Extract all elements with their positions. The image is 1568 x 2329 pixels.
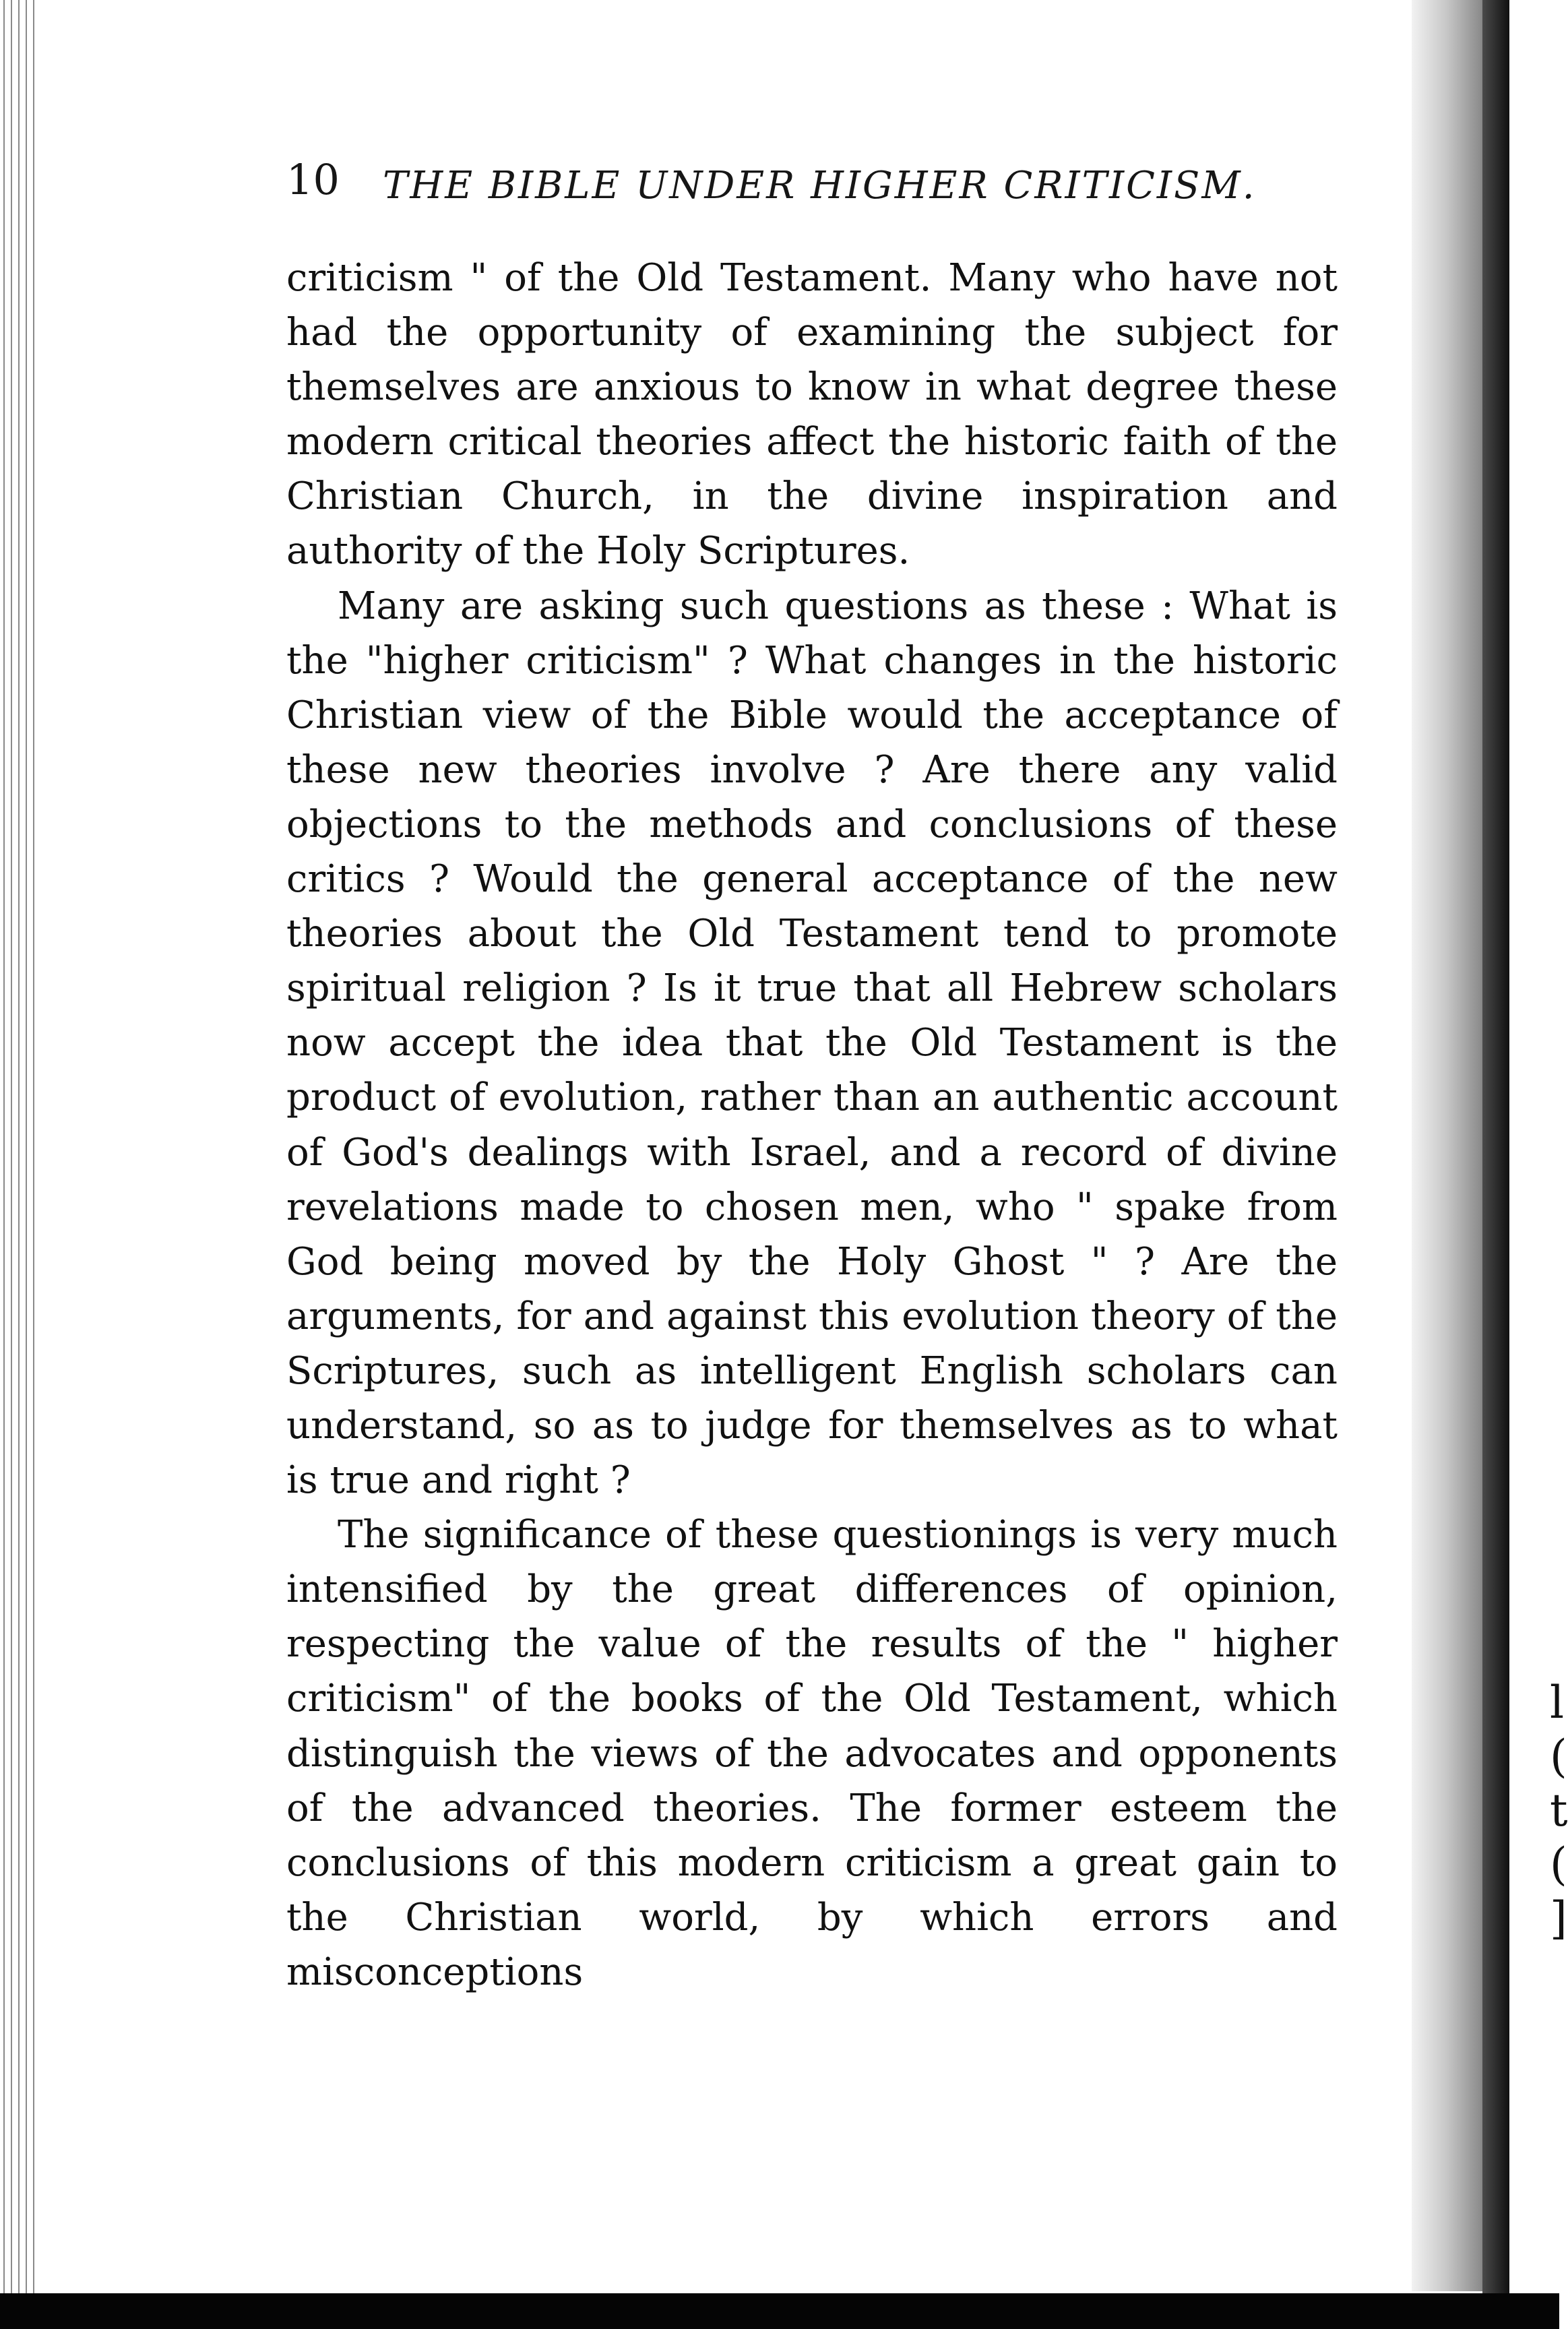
page-number: 10 [286, 155, 340, 204]
next-page-fragment: ] [1550, 1892, 1567, 1944]
paragraph-2: Many are asking such questions as these : What is the "higher criticism" ? What changes in the historic Christian view of the Bible would the acceptance of these new theories involve ? Are there any valid objections to the methods and conclusions of these critics ? Would the general acceptance of the new theories about the Old Testament tend to promote spiritual religion ? Is it true that all Hebrew scholars now accept the idea that the Old Testament is the product of evolution, rather than an authentic account of God's dealings with Israel, and a record of divine revelations made to chosen men, who " spake from God being moved by the Holy Ghost " ? Are the arguments, for and against this evolution theory of the Scriptures, such as intelligent English scholars can understand, so as to judge for themselves as to what is true and right ? [286, 584, 1338, 1503]
paragraph-3: The significance of these questionings is very much intensified by the great differences of opinion, respecting the value of the results of the " higher criticism" of the books of the Old Testament, which distinguish the views of the advocates and opponents of the advanced theories. The former esteem the conclusions of this modern criticism a great gain to the Christian world, by which errors and misconceptions [286, 1513, 1338, 1994]
running-title: THE BIBLE UNDER HIGHER CRITICISM. [383, 164, 1257, 208]
next-page-fragment: t [1550, 1784, 1568, 1836]
next-page-edge [1509, 0, 1568, 2329]
next-page-fragment: l [1550, 1677, 1565, 1729]
page-header [286, 152, 1338, 212]
paragraph-1: criticism " of the Old Testament. Many who have not had the opportunity of examining the subject for themselves are anxious to know in what degree these modern critical theories affect the historic faith of the Christian Church, in the divine inspiration and authority of the Holy Scriptures. [286, 256, 1338, 573]
binding-shadow [1482, 0, 1509, 2305]
next-page-fragment: ( [1550, 1731, 1567, 1782]
book-left-edge [0, 0, 40, 2329]
next-page-fragment: ( [1550, 1838, 1567, 1890]
scan-bottom-border [0, 2293, 1559, 2329]
body-text [286, 251, 1338, 1999]
